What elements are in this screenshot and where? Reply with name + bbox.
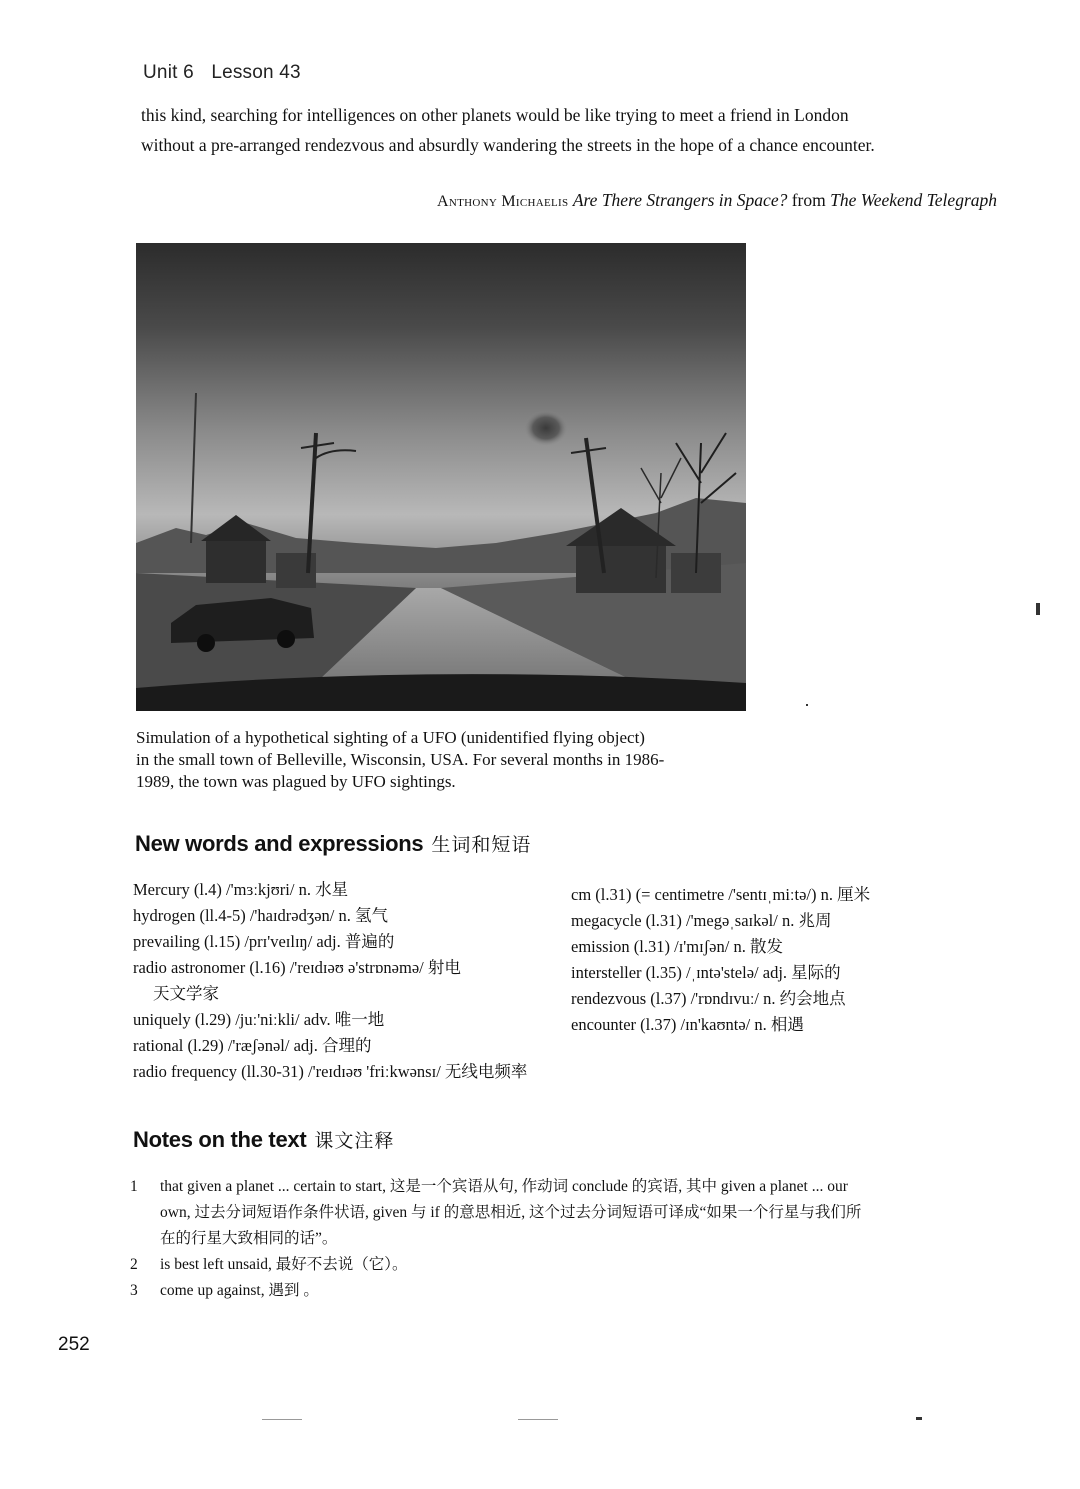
vocab-entry: uniquely (l.29) /juː'niːkli/ adv. 唯一地 — [133, 1010, 385, 1029]
vocab-item — [571, 1012, 1011, 1038]
vocab-entry-continuation: 天文学家 — [153, 984, 219, 1003]
unit-lesson-header — [143, 62, 301, 84]
vocab-entry: radio frequency (ll.30-31) /'reɪdɪəʊ 'friːkwənsɪ/ 无线电频率 — [133, 1062, 528, 1081]
new-words-heading-en: New words and expressions — [135, 831, 424, 856]
notes-heading-en: Notes on the text — [133, 1127, 307, 1152]
note-line: is best left unsaid, 最好不去说（它）。 — [160, 1256, 408, 1273]
vocab-entry: radio astronomer (l.16) /'reɪdɪəʊ ə'strɒnəmə/ 射电 — [133, 958, 461, 977]
author-name: Anthony Michaelis — [437, 193, 569, 210]
ufo-photo — [136, 243, 746, 711]
note-number: 2 — [130, 1256, 138, 1273]
scan-speck — [916, 1417, 922, 1420]
vocab-entry: Mercury (l.4) /'mɜːkjʊri/ n. 水星 — [133, 880, 349, 899]
intro-line: this kind, searching for intelligences on other planets would be like trying to meet a friend in London — [141, 105, 849, 125]
new-words-heading-zh: 生词和短语 — [431, 834, 532, 856]
note-item — [130, 1174, 1000, 1252]
vocab-entry: cm (l.31) (= centimetre /'sentɪˌmiːtə/) n. 厘米 — [571, 885, 871, 904]
notes-heading-zh: 课文注释 — [314, 1130, 395, 1152]
note-line: come up against, 遇到 。 — [160, 1282, 319, 1299]
vocab-entry: megacycle (l.31) /'megəˌsaɪkəl/ n. 兆周 — [571, 911, 832, 930]
vocab-item — [571, 908, 1011, 934]
scan-speck — [806, 704, 808, 706]
caption-line: 1989, the town was plagued by UFO sightings. — [136, 772, 456, 791]
vocab-item — [571, 960, 1011, 986]
note-line: that given a planet ... certain to start, 这是一个宾语从句, 作动词 conclude 的宾语, 其中 given a planet ... our — [160, 1178, 848, 1195]
photo-scene — [136, 243, 746, 711]
unit-label: Unit 6 — [143, 62, 194, 83]
scan-speck — [262, 1419, 302, 1420]
from-word: from — [791, 190, 826, 210]
note-item — [130, 1252, 1000, 1278]
source-attribution — [335, 190, 997, 211]
vocab-entry: encounter (l.37) /ɪn'kaʊntə/ n. 相遇 — [571, 1015, 804, 1034]
new-words-heading — [135, 830, 531, 857]
note-number: 3 — [130, 1282, 138, 1299]
vocab-item — [571, 934, 1011, 960]
page-number: 252 — [58, 1334, 90, 1355]
vocab-entry: intersteller (l.35) /ˌɪntə'stelə/ adj. 星际的 — [571, 963, 841, 982]
intro-paragraph — [141, 100, 1001, 160]
vocab-entry: hydrogen (ll.4-5) /'haɪdrədʒən/ n. 氢气 — [133, 906, 388, 925]
intro-line: without a pre-arranged rendezvous and absurdly wandering the streets in the hope of a chance encounter. — [141, 135, 875, 155]
article-title: Are There Strangers in Space? — [572, 190, 788, 210]
caption-line: in the small town of Belleville, Wisconsin, USA. For several months in 1986- — [136, 750, 665, 769]
vocab-item — [571, 882, 1011, 908]
publication-name: The Weekend Telegraph — [830, 190, 997, 210]
vocab-entry: prevailing (l.15) /prɪ'veɪlɪŋ/ adj. 普遍的 — [133, 932, 395, 951]
scan-speck — [518, 1419, 558, 1420]
vocab-item — [133, 1059, 653, 1085]
vocab-item — [571, 986, 1011, 1012]
vocab-list-right — [571, 882, 1011, 1038]
lesson-label: Lesson 43 — [211, 62, 301, 83]
photo-caption — [136, 727, 756, 793]
notes-list — [130, 1174, 1000, 1304]
vocab-entry: rational (l.29) /'ræʃənəl/ adj. 合理的 — [133, 1036, 372, 1055]
vocab-entry: emission (l.31) /ɪ'mɪʃən/ n. 散发 — [571, 937, 783, 956]
note-item — [130, 1278, 1000, 1304]
caption-line: Simulation of a hypothetical sighting of a UFO (unidentified flying object) — [136, 728, 645, 747]
note-line: 在的行星大致相同的话”。 — [160, 1230, 338, 1247]
note-line: own, 过去分词短语作条件状语, given 与 if 的意思相近, 这个过去分词短语可译成“如果一个行星与我们所 — [160, 1204, 862, 1221]
vocab-entry: rendezvous (l.37) /'rɒndɪvuː/ n. 约会地点 — [571, 989, 846, 1008]
note-number: 1 — [130, 1178, 138, 1195]
notes-heading — [133, 1126, 394, 1153]
scan-speck — [1036, 603, 1040, 615]
